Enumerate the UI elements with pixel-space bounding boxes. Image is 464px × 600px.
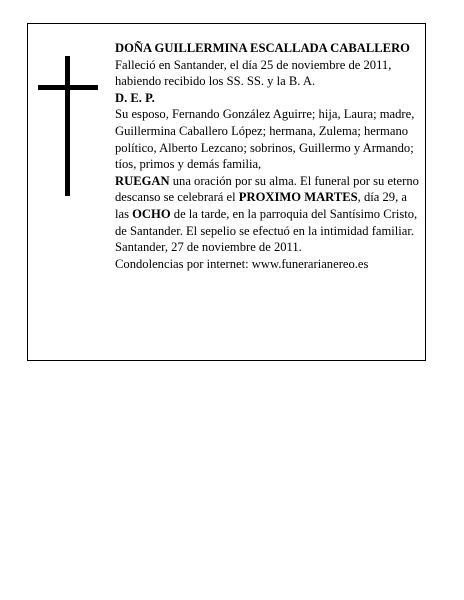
cross-icon xyxy=(38,56,98,196)
prayer-text-3: de la tarde, en la parroquia del Santísimo Cristo, de Santander. El sepelio se efectuó en la intimidad familiar. xyxy=(115,206,418,238)
place-date: Santander, 27 de noviembre de 2011. xyxy=(115,240,302,255)
family-list: Su esposo, Fernando González Aguirre; hija, Laura; madre, Guillermina Caballero López; hermana, Zulema; hermano político, Alberto Lezcano; sobrinos, Guillermo y Armando; tíos, primos y demás familia, xyxy=(115,107,415,172)
condolences-line: Condolencias por internet: www.funerarianereo.es xyxy=(115,256,369,271)
cross-horizontal-bar xyxy=(38,85,98,90)
death-statement: Falleció en Santander, el día 25 de noviembre de 2011, habiendo recibido los SS. SS. y la B. A. xyxy=(115,57,392,89)
prayer-text-2: , día 29, a las xyxy=(115,190,407,221)
ocho-word: OCHO xyxy=(132,206,171,221)
proximo-martes: PROXIMO MARTES xyxy=(238,190,358,205)
obituary-notice xyxy=(27,23,426,361)
cross-vertical-bar xyxy=(65,56,70,196)
ruegan-word: RUEGAN xyxy=(115,173,170,188)
dep-line: D. E. P. xyxy=(115,90,155,105)
prayer-text-1: una oración por su alma. El funeral por su eterno descanso se celebrará el xyxy=(115,173,419,205)
notice-text xyxy=(115,40,421,272)
funeral-paragraph xyxy=(115,173,421,239)
deceased-name: DOÑA GUILLERMINA ESCALLADA CABALLERO xyxy=(115,41,410,55)
